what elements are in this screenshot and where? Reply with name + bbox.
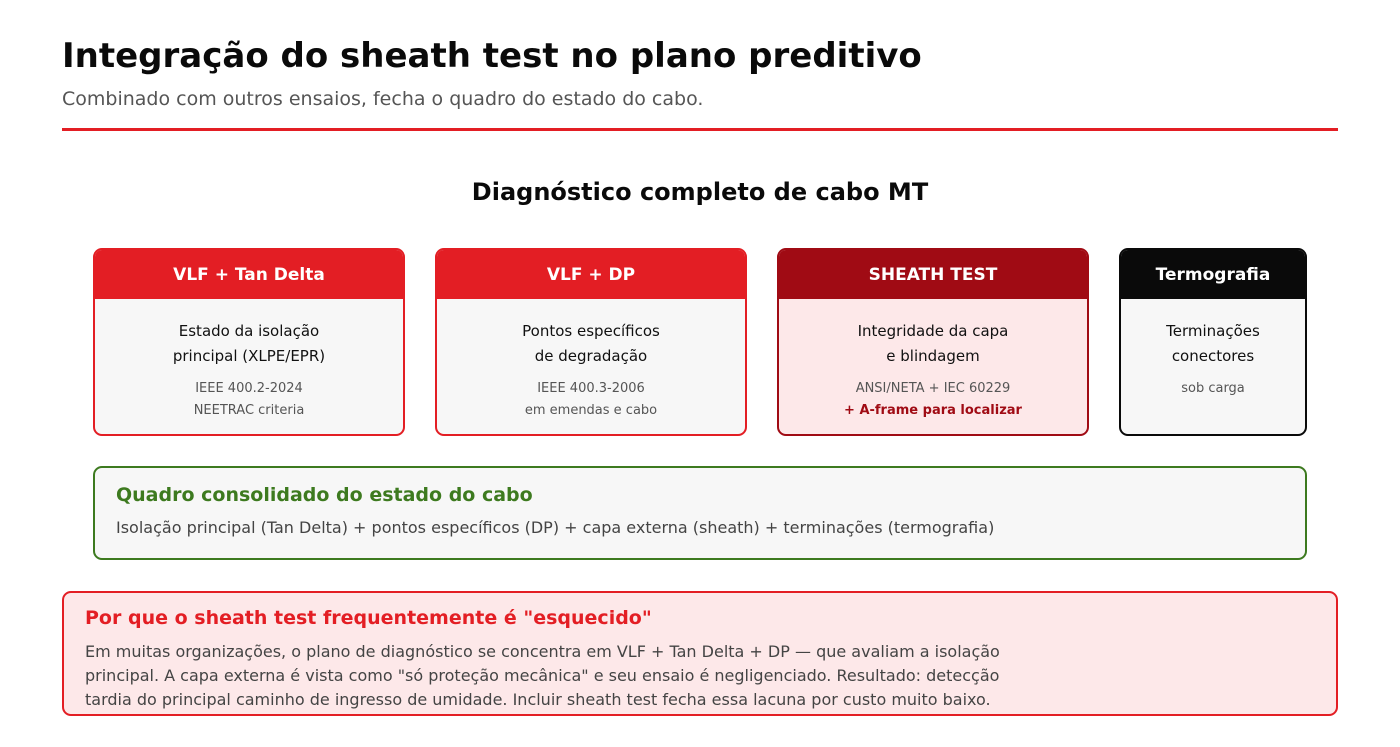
card-description-line: e blindagem [886, 347, 980, 365]
card-description-line: principal (XLPE/EPR) [172, 347, 326, 365]
card-description-line: Terminações [1166, 322, 1260, 340]
card-body [779, 299, 1087, 422]
card-reference [1121, 378, 1305, 400]
card-reference-line: em emendas e cabo [524, 403, 658, 418]
card-vlf-tan-delta [93, 248, 405, 436]
card-header: VLF + DP [437, 250, 745, 299]
card-reference-line: sob carga [1181, 381, 1245, 396]
card-description [437, 319, 745, 369]
warning-box [62, 591, 1338, 716]
warning-text-line: principal. A capa externa é vista como "só proteção mecânica" e seu ensaio é negligenciado. Resultado: detecção [85, 666, 1000, 685]
summary-box [93, 466, 1307, 560]
warning-text-line: tardia do principal caminho de ingresso de umidade. Incluir sheath test fecha essa lacuna por custo muito baixo. [85, 690, 991, 709]
card-header: Termografia [1121, 250, 1305, 299]
card-description-line: Integridade da capa [857, 322, 1009, 340]
warning-text-line: Em muitas organizações, o plano de diagnóstico se concentra em VLF + Tan Delta + DP — que avaliam a isolação [85, 642, 1000, 661]
diagram-title: Diagnóstico completo de cabo MT [471, 178, 929, 206]
card-description-line: conectores [1171, 347, 1255, 365]
card-body [1121, 299, 1305, 400]
page-title: Integração do sheath test no plano preditivo [62, 36, 922, 76]
card-reference [779, 378, 1087, 422]
card-reference-highlight: + A-frame para localizar [844, 403, 1022, 418]
card-reference-line: NEETRAC criteria [193, 403, 305, 418]
card-reference [95, 378, 403, 422]
card-body [437, 299, 745, 422]
card-description [779, 319, 1087, 369]
card-sheath-test [777, 248, 1089, 436]
card-reference-line: IEEE 400.2-2024 [195, 381, 303, 396]
card-body [95, 299, 403, 422]
card-reference [437, 378, 745, 422]
card-header: VLF + Tan Delta [95, 250, 403, 299]
card-description-line: Estado da isolação [178, 322, 320, 340]
warning-text [85, 640, 1336, 712]
warning-title: Por que o sheath test frequentemente é "esquecido" [85, 607, 652, 629]
card-description [1121, 319, 1305, 369]
summary-text: Isolação principal (Tan Delta) + pontos específicos (DP) + capa externa (sheath) + terminações (termografia) [116, 518, 995, 537]
card-description-line: de degradação [534, 347, 648, 365]
card-termografia [1119, 248, 1307, 436]
card-description [95, 319, 403, 369]
card-vlf-dp [435, 248, 747, 436]
page-subtitle: Combinado com outros ensaios, fecha o quadro do estado do cabo. [62, 88, 704, 110]
card-description-line: Pontos específicos [522, 322, 660, 340]
card-header: SHEATH TEST [779, 250, 1087, 299]
title-divider [62, 128, 1338, 131]
card-reference-line: ANSI/NETA + IEC 60229 [855, 381, 1011, 396]
card-reference-line: IEEE 400.3-2006 [537, 381, 645, 396]
summary-title: Quadro consolidado do estado do cabo [116, 484, 533, 506]
